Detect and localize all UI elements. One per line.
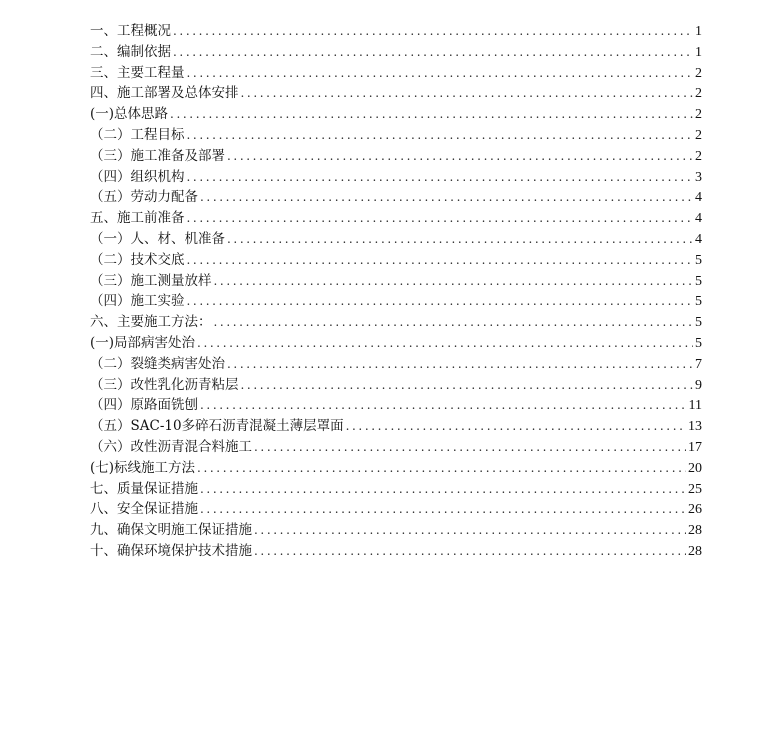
toc-entry-page-number: 1 xyxy=(695,24,702,39)
toc-leader-dots xyxy=(200,499,686,520)
toc-entry-page-number: 5 xyxy=(695,273,702,289)
toc-entry-page-number: 28 xyxy=(688,543,702,559)
toc-entry-title: （三）施工测量放样 xyxy=(90,272,212,289)
toc-entry-title: 一、工程概况 xyxy=(90,23,171,39)
toc-entry-page-number: 7 xyxy=(695,356,702,372)
toc-entry[interactable] xyxy=(90,437,702,458)
toc-entry-title: （四）原路面铣刨 xyxy=(90,397,198,414)
toc-entry[interactable] xyxy=(90,499,702,520)
toc-entry-title: （四）组织机构 xyxy=(90,168,185,185)
toc-leader-dots xyxy=(187,291,694,312)
toc-entry-page-number: 2 xyxy=(695,127,702,143)
toc-entry[interactable] xyxy=(90,541,702,562)
toc-entry-title: (七)标线施工方法 xyxy=(90,459,196,476)
toc-entry-title: 二、编制依据 xyxy=(90,43,171,60)
toc-entry-title: 十、确保环境保护技术措施 xyxy=(90,542,252,559)
toc-entry-title: （三）改性乳化沥青粘层 xyxy=(90,376,239,393)
toc-entry[interactable] xyxy=(90,83,702,104)
toc-leader-dots xyxy=(227,146,693,167)
toc-entry-page-number: 25 xyxy=(688,481,702,497)
toc-leader-dots xyxy=(187,63,694,84)
toc-entry-page-number: 2 xyxy=(695,65,702,81)
toc-entry-page-number: 13 xyxy=(688,419,702,435)
toc-entry-title: 三、主要工程量 xyxy=(90,64,185,81)
toc-entry-title: (一)局部病害处治 xyxy=(90,334,196,351)
toc-entry-title: （五）SAC-10多碎石沥青混凝土薄层罩面 xyxy=(90,418,344,435)
toc-entry[interactable] xyxy=(90,125,702,146)
toc-leader-dots xyxy=(241,375,694,396)
toc-entry-page-number: 9 xyxy=(695,377,702,393)
toc-entry[interactable] xyxy=(90,42,702,63)
toc-entry-page-number: 2 xyxy=(695,86,702,102)
toc-entry[interactable] xyxy=(90,354,702,375)
toc-entry-title: 四、施工部署及总体安排 xyxy=(90,85,239,102)
toc-leader-dots xyxy=(214,312,694,333)
toc-entry-page-number: 2 xyxy=(695,107,702,123)
table-of-contents xyxy=(90,21,702,562)
toc-entry-page-number: 5 xyxy=(695,294,702,310)
toc-entry-title: 九、确保文明施工保证措施 xyxy=(90,522,252,539)
toc-leader-dots xyxy=(173,21,693,42)
toc-entry[interactable] xyxy=(90,479,702,500)
toc-entry-title: （四）施工实验 xyxy=(90,293,185,310)
toc-leader-dots xyxy=(187,167,694,188)
toc-entry[interactable] xyxy=(90,395,702,416)
toc-leader-dots xyxy=(173,42,693,63)
toc-entry[interactable] xyxy=(90,458,702,479)
toc-entry-page-number: 5 xyxy=(695,315,702,331)
toc-entry[interactable] xyxy=(90,312,702,333)
toc-entry-page-number: 5 xyxy=(695,252,702,268)
toc-entry-page-number: 4 xyxy=(695,231,702,247)
toc-entry-title: 六、主要施工方法： xyxy=(90,314,212,331)
toc-entry-page-number: 17 xyxy=(688,439,702,455)
toc-entry-page-number: 4 xyxy=(695,211,702,227)
toc-entry-page-number: 3 xyxy=(695,169,702,185)
toc-entry-title: （三）施工准备及部署 xyxy=(90,147,225,164)
toc-entry[interactable] xyxy=(90,104,702,125)
toc-entry[interactable] xyxy=(90,271,702,292)
toc-entry-title: 八、安全保证措施 xyxy=(90,501,198,518)
toc-leader-dots xyxy=(187,125,694,146)
toc-entry-title: （二）技术交底 xyxy=(90,251,185,268)
toc-entry-page-number: 11 xyxy=(688,398,702,414)
toc-entry[interactable] xyxy=(90,333,702,354)
toc-entry[interactable] xyxy=(90,250,702,271)
toc-entry[interactable] xyxy=(90,21,702,42)
toc-leader-dots xyxy=(200,187,693,208)
toc-leader-dots xyxy=(241,83,694,104)
toc-leader-dots xyxy=(214,271,694,292)
toc-entry-title: （二）裂缝类病害处治 xyxy=(90,355,225,372)
toc-leader-dots xyxy=(200,479,686,500)
toc-entry-page-number: 26 xyxy=(688,502,702,518)
toc-entry[interactable] xyxy=(90,229,702,250)
toc-entry[interactable] xyxy=(90,167,702,188)
toc-entry-page-number: 20 xyxy=(688,460,702,476)
toc-entry-title: 五、施工前准备 xyxy=(90,210,185,227)
toc-entry-page-number: 1 xyxy=(695,44,702,60)
toc-leader-dots xyxy=(254,520,686,541)
toc-entry-title: （一）人、材、机准备 xyxy=(90,230,225,247)
toc-entry[interactable] xyxy=(90,146,702,167)
toc-entry-title: （五）劳动力配备 xyxy=(90,189,198,206)
toc-entry[interactable] xyxy=(90,208,702,229)
toc-entry[interactable] xyxy=(90,416,702,437)
toc-leader-dots xyxy=(197,458,686,479)
toc-entry[interactable] xyxy=(90,291,702,312)
toc-entry[interactable] xyxy=(90,187,702,208)
toc-leader-dots xyxy=(197,333,693,354)
toc-leader-dots xyxy=(170,104,693,125)
toc-entry-title: （六）改性沥青混合料施工 xyxy=(90,438,252,455)
toc-leader-dots xyxy=(200,395,687,416)
toc-entry-page-number: 5 xyxy=(695,335,702,351)
toc-leader-dots xyxy=(227,354,693,375)
toc-entry[interactable] xyxy=(90,520,702,541)
toc-leader-dots xyxy=(187,208,694,229)
toc-entry-page-number: 2 xyxy=(695,148,702,164)
toc-entry-title: 七、质量保证措施 xyxy=(90,480,198,497)
toc-leader-dots xyxy=(346,416,686,437)
toc-leader-dots xyxy=(254,541,686,562)
toc-entry-title: （二）工程目标 xyxy=(90,126,185,143)
toc-leader-dots xyxy=(227,229,693,250)
toc-entry-title: (一)总体思路 xyxy=(90,106,169,123)
toc-entry-page-number: 4 xyxy=(695,190,702,206)
toc-entry-page-number: 28 xyxy=(688,523,702,539)
toc-leader-dots xyxy=(187,250,694,271)
toc-entry[interactable] xyxy=(90,375,702,396)
toc-leader-dots xyxy=(254,437,686,458)
toc-entry[interactable] xyxy=(90,63,702,84)
